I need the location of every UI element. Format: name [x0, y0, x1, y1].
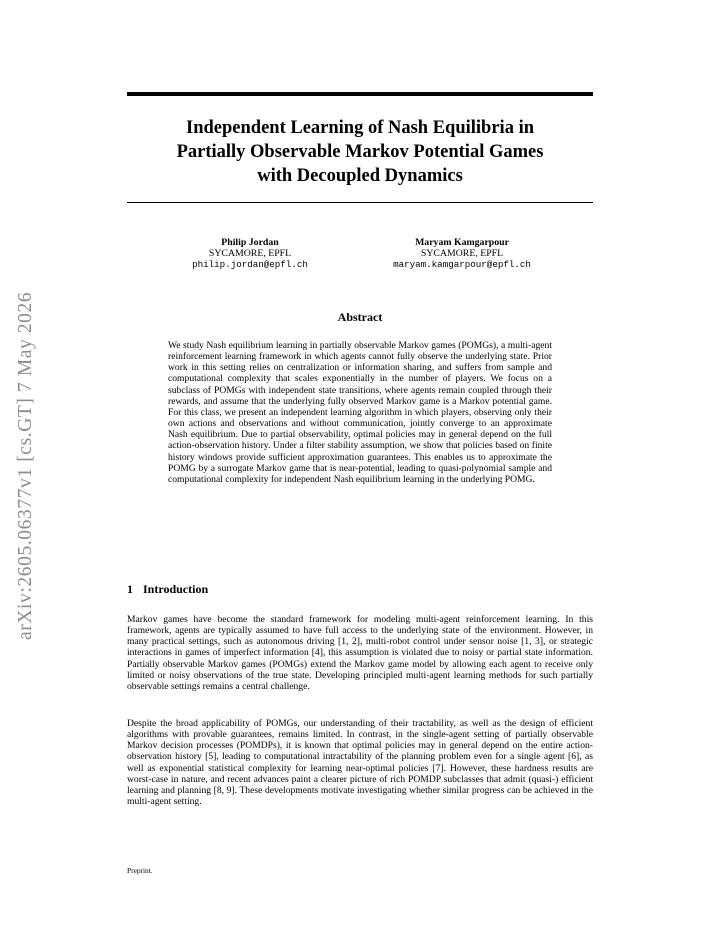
- intro-paragraph: Despite the broad applicability of POMGs, our understanding of their tractability, as well as the design of efficient algorithms with provable guarantees, remains limited. In contrast, in the single-agent setting of partially observable Markov decision processes (POMDPs), it is known that optimal policies may in general depend on the entire action-observation history [5], leading to computational intractability of the planning problem even for a single agent [6], as well as exponential statistical complexity for learning near-optimal policies [7]. However, these hardness results are worst-case in nature, and recent advances paint a clearer picture of rich POMDP subclasses that admit (quasi-) efficient learning and planning [8, 9]. These developments motivate investigating whether similar progress can be achieved in the multi-agent setting.: [127, 718, 593, 808]
- title-line: Independent Learning of Nash Equilibria in: [186, 118, 534, 138]
- title-line: Partially Observable Markov Potential Games: [176, 142, 544, 162]
- section-number: 1: [127, 582, 133, 596]
- author-affiliation: SYCAMORE, EPFL: [420, 247, 504, 259]
- intro-paragraph: Markov games have become the standard framework for modeling multi-agent reinforcement learning. In this framework, agents are typically assumed to have full access to the underlying state of the environment. However, in many practical settings, such as autonomous driving [1, 2], multi-robot control under sensor noise [1, 3], or strategic interactions in games of imperfect information [4], this assumption is violated due to noisy or partial state information. Partially observable Markov games (POMGs) extend the Markov game model by allowing each agent to receive only limited or noisy observations of the true state. Developing principled multi-agent learning methods for such partially observable settings remains a central challenge.: [127, 614, 593, 692]
- title-bottom-rule: [127, 202, 593, 203]
- section-title: Introduction: [143, 582, 209, 596]
- author-email[interactable]: philip.jordan@epfl.ch: [192, 258, 308, 270]
- title-line: with Decoupled Dynamics: [257, 166, 463, 186]
- paper-title: [127, 116, 593, 188]
- author-name: Maryam Kamgarpour: [415, 237, 509, 248]
- section-heading: [127, 582, 208, 597]
- author-block-2: [372, 238, 552, 270]
- author-email[interactable]: maryam.kamgarpour@epfl.ch: [393, 258, 531, 270]
- preprint-footer: Preprint.: [127, 866, 153, 875]
- author-affiliation: SYCAMORE, EPFL: [208, 247, 292, 259]
- author-name: Philip Jordan: [221, 237, 279, 248]
- abstract-text: We study Nash equilibrium learning in partially observable Markov games (POMGs), a multi-agent reinforcement learning framework in which agents cannot fully observe the underlying state. Prior work in this setting relies on centralization or information sharing, and suffers from sample and computational complexity that scales exponentially in the number of players. We focus on a subclass of POMGs with independent state transitions, where agents remain coupled through their rewards, and assume that the underlying fully observed Markov game is a Markov potential game. For this class, we present an independent learning algorithm in which players, observing only their own actions and observations and without communication, jointly converge to an approximate Nash equilibrium. Due to partial observability, optimal policies may in general depend on the full action-observation history. Under a filter stability assumption, we show that policies based on finite history windows provide sufficient approximation guarantees. This enables us to approximate the POMG by a surrogate Markov game that is near-potential, leading to quasi-polynomial sample and computational complexity for independent Nash equilibrium learning in the underlying POMG.: [168, 340, 552, 485]
- author-block-1: [170, 238, 330, 270]
- abstract-heading: Abstract: [337, 310, 383, 324]
- arxiv-identifier-stamp[interactable]: arXiv:2605.06377v1 [cs.GT] 7 May 2026: [15, 291, 36, 640]
- title-top-rule: [127, 92, 593, 96]
